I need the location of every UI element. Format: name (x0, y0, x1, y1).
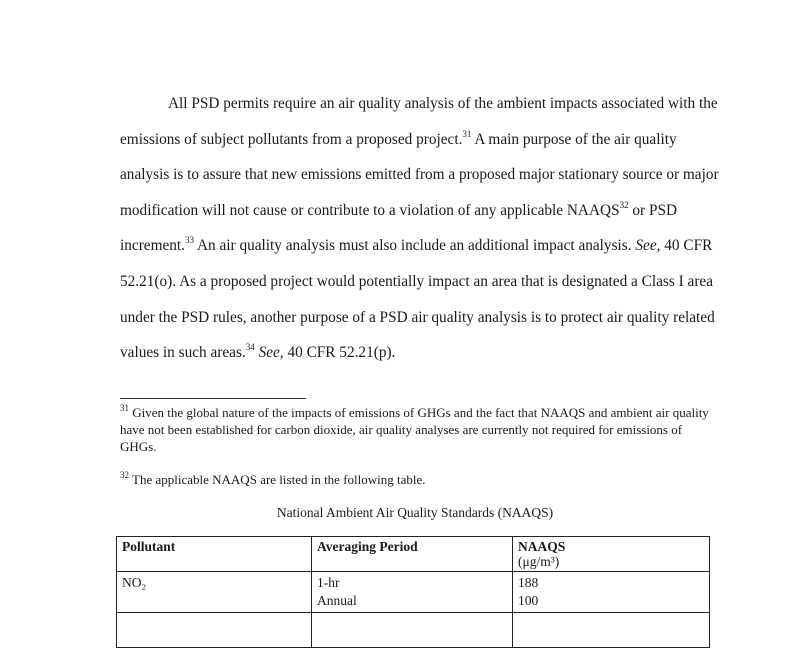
text-lead: All PSD permits require an air quality analysis of the ambient impacts associated with the emissions of subject pollutants from a proposed project. (120, 95, 718, 148)
period-value: 1-hr (317, 575, 340, 590)
footnote-ref-34[interactable]: 34 (245, 342, 255, 353)
naaqs-value: 100 (518, 593, 539, 608)
footnote-32-text: The applicable NAAQS are listed in the following table. (129, 472, 426, 487)
text-main-purpose: A main purpose of the air quality analysis is to assure that new emissions emitted from a proposed major stationary source or major modification will not cause or contribute to a violation of any applicable NAAQS (120, 130, 719, 219)
naaqs-table (116, 536, 710, 648)
period-value: Annual (317, 593, 357, 608)
footnote-ref-33[interactable]: 33 (184, 235, 194, 246)
table-header-row (117, 537, 710, 572)
naaqs-value: 188 (518, 575, 539, 590)
footnote-ref-32[interactable]: 32 (619, 199, 629, 210)
citation-52-21-p: 40 CFR 52.21(p). (283, 344, 396, 362)
footnote-31 (120, 404, 720, 455)
footnote-32-number: 32 (120, 469, 129, 480)
text-psd-increment: or PSD increment. (120, 201, 678, 255)
header-naaqs-unit: (μg/m³) (518, 554, 560, 569)
header-naaqs-label: NAAQS (518, 539, 566, 554)
footnote-32 (120, 471, 720, 488)
footnote-ref-31[interactable]: 31 (462, 128, 472, 139)
cell-values (513, 572, 710, 613)
citation-52-21-o: 40 CFR 52.21(o). (120, 237, 713, 290)
body-paragraph (120, 86, 720, 371)
cell-periods (312, 572, 513, 613)
header-pollutant: Pollutant (117, 537, 312, 572)
see-signal-1: See, (635, 237, 661, 255)
text-class-i-area: As a proposed project would potentially impact an area that is designated a Class I area under the PSD rules, another purpose of a PSD air quality analysis is to protect air quality related values in such areas. (120, 272, 715, 362)
table-row (117, 572, 710, 613)
see-signal-2: See, (258, 344, 284, 362)
header-averaging-period: Averaging Period (312, 537, 513, 572)
cell-pollutant: NO₂ (117, 572, 312, 613)
text-additional-impact: An air quality analysis must also include an additional impact analysis. (193, 237, 636, 255)
footnote-31-text: Given the global nature of the impacts of emissions of GHGs and the fact that NAAQS and ambient air quality have not been established for carbon dioxide, air quality analyses are currently not required for emissions of GHGs. (120, 405, 709, 454)
footnote-31-number: 31 (120, 402, 129, 413)
footnote-separator (120, 398, 306, 399)
header-naaqs (513, 537, 710, 572)
table-caption: National Ambient Air Quality Standards (NAAQS) (276, 505, 554, 520)
